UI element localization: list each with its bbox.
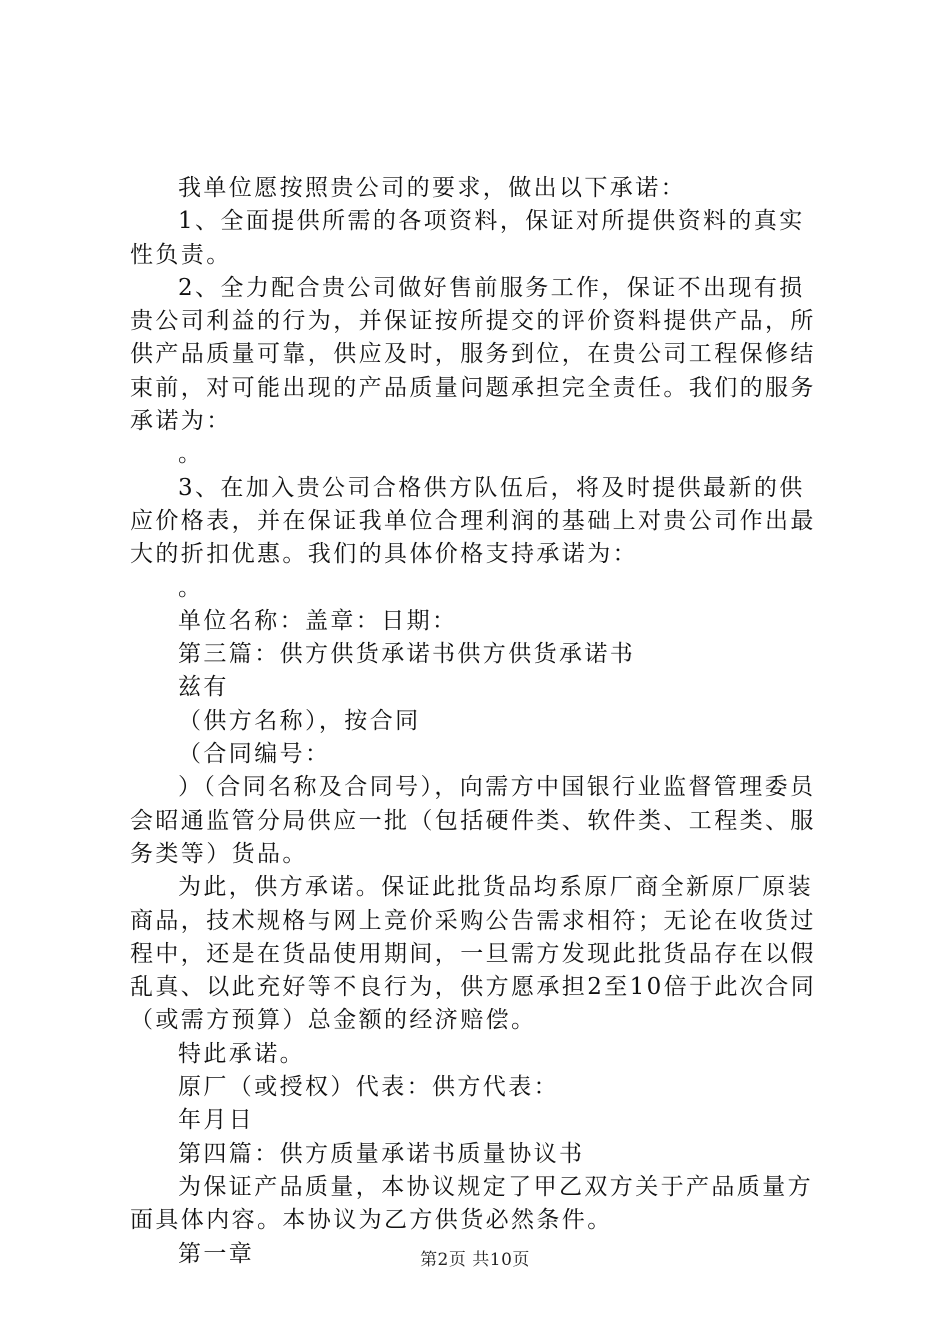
paragraph-supplier-name: （供方名称），按合同 [178, 707, 421, 734]
paragraph-date: 年月日 [178, 1107, 255, 1134]
paragraph-hereby: 特此承诺。 [178, 1040, 305, 1067]
page-footer: 第2页 共10页 [420, 1250, 530, 1270]
section-heading-4: 第四篇：供方质量承诺书质量协议书 [178, 1140, 585, 1167]
document-body [130, 172, 830, 1271]
paragraph-contract-number: （合同编号： [178, 741, 331, 768]
paragraph-blank-1: 。 [178, 441, 204, 468]
paragraph-signature-fields: 单位名称：盖章：日期： [178, 607, 458, 634]
paragraph-intro: 我单位愿按照贵公司的要求，做出以下承诺： [178, 175, 686, 201]
paragraph-representatives: 原厂（或授权）代表：供方代表： [178, 1074, 559, 1101]
paragraph-quality-purpose: 为保证产品质量，本协议规定了甲乙双方关于产品质量方面具体内容。本协议为乙方供货必然条件。 [130, 1173, 813, 1234]
paragraph-commitment: 为此，供方承诺。保证此批货品均系原厂商全新原厂原装商品，技术规格与网上竞价采购公告需求相符；无论在收货过程中，还是在货品使用期间，一旦需方发现此批货品存在以假乱真、以此充好等不良行为，供方愿承担2至10倍于此次合同（或需方预算）总金额的经济赔偿。 [130, 874, 817, 1034]
paragraph-item-1: 1、全面提供所需的各项资料，保证对所提供资料的真实性负责。 [130, 208, 805, 268]
paragraph-zi-you: 兹有 [178, 674, 229, 701]
chapter-heading-1: 第一章 [178, 1240, 255, 1267]
paragraph-item-3: 3、在加入贵公司合格供方队伍后，将及时提供最新的供应价格表，并在保证我单位合理利润的基础上对贵公司作出最大的折扣优惠。我们的具体价格支持承诺为： [130, 474, 816, 568]
paragraph-blank-2: 。 [178, 574, 204, 601]
section-heading-3: 第三篇：供方供货承诺书供方供货承诺书 [178, 641, 636, 668]
paragraph-contract-detail: ）（合同名称及合同号），向需方中国银行业监督管理委员会昭通监管分局供应一批（包括硬件类、软件类、工程类、服务类等）货品。 [130, 774, 816, 867]
paragraph-item-2: 2、全力配合贵公司做好售前服务工作，保证不出现有损贵公司利益的行为，并保证按所提交的评价资料提供产品，所供产品质量可靠，供应及时，服务到位，在贵公司工程保修结束前，对可能出现的产品质量问题承担完全责任。我们的服务承诺为： [130, 274, 816, 435]
